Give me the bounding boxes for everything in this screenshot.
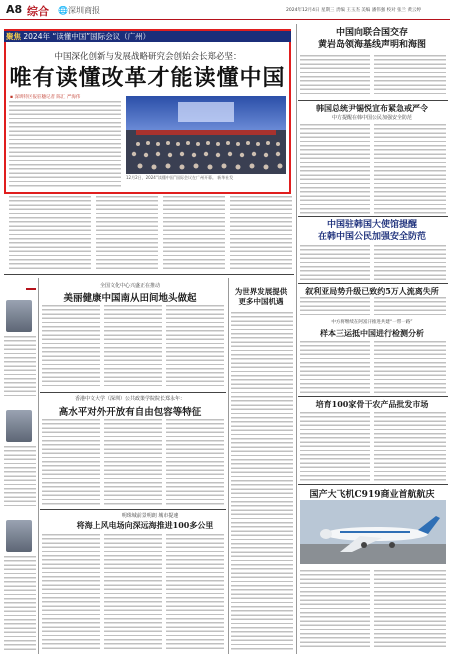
story-headline-healthy-china: 美丽健康中国南从田间地头做起 bbox=[63, 293, 197, 304]
banner-prefix: 聚焦 bbox=[6, 32, 21, 41]
profile-text bbox=[4, 336, 36, 396]
story-body-text bbox=[300, 570, 370, 650]
paper-name: 🌐深圳商报 bbox=[58, 6, 100, 15]
banner-year: 2024年 bbox=[23, 32, 50, 41]
story-kicker: 香港中文大学（深圳）公共政策学院院长郑永年： bbox=[74, 396, 185, 402]
story-headline-korea-martial-law: 韩国总统尹锡悦宣布紧急戒严令 bbox=[316, 103, 428, 113]
story-body-text bbox=[374, 245, 446, 281]
story-kicker: 明珠城前景明朗 城市提速 bbox=[121, 513, 179, 519]
column-tag bbox=[26, 288, 36, 290]
story-headline-huangyan: 中国向联合国交存 黄岩岛领海基线声明和海图 bbox=[317, 28, 426, 50]
column-divider bbox=[228, 278, 229, 654]
story-body-text bbox=[42, 419, 100, 507]
lead-photo-caption: 12月2日，2024“读懂中国”国际会议在广州开幕。 新华社发 bbox=[126, 175, 234, 180]
divider bbox=[4, 274, 294, 275]
lead-body-text bbox=[96, 196, 158, 270]
lead-kicker: 中国深化创新与发展战略研究会创始会长郑必坚： bbox=[54, 52, 242, 62]
conference-hall-photo bbox=[126, 96, 286, 174]
story-kicker: 中方将继续在阿富汗推进共建“一带一路” bbox=[331, 320, 413, 325]
profile-text bbox=[4, 446, 36, 506]
story-body-text bbox=[374, 55, 446, 97]
story-body-text bbox=[374, 124, 446, 214]
story-body-text bbox=[300, 245, 370, 281]
lead-body-text bbox=[9, 196, 91, 270]
story-headline-offshore-wind: 将海上风电场向深远海推进100多公里 bbox=[76, 520, 214, 530]
banner-title: “读懂中国”国际会议（广州） bbox=[52, 32, 151, 41]
profile-text bbox=[4, 556, 36, 650]
column-divider bbox=[296, 24, 297, 654]
divider bbox=[298, 100, 448, 101]
story-body-text bbox=[104, 534, 162, 650]
page-number: A8 bbox=[6, 3, 23, 16]
lead-body-text bbox=[9, 101, 121, 189]
lead-headline: 唯有读懂改革才能读懂中国 bbox=[9, 65, 286, 91]
story-body-text bbox=[300, 341, 370, 395]
story-headline-china-opportunity: 为世界发展提供 更多中国机遇 bbox=[234, 287, 288, 306]
story-subhead: 中方提醒在韩中国公民加强安全防范 bbox=[331, 115, 412, 121]
c919-aircraft-photo bbox=[300, 500, 446, 564]
story-headline-c919: 国产大飞机C919商业首航航庆 bbox=[309, 490, 435, 500]
divider bbox=[298, 216, 448, 217]
lead-body-text bbox=[230, 196, 292, 270]
story-headline-embassy-notice: 中国驻韩国大使馆提醒 在韩中国公民加强安全防范 bbox=[317, 220, 426, 242]
story-kicker: 全国文化中心兴盛正在推动 bbox=[99, 283, 160, 289]
story-body-text bbox=[374, 412, 446, 482]
lead-body-text bbox=[163, 196, 225, 270]
divider bbox=[40, 509, 226, 510]
story-body-text bbox=[300, 297, 370, 315]
story-body-text bbox=[374, 570, 446, 650]
divider bbox=[298, 396, 448, 397]
story-headline-samples: 样本三运抵中国进行检测分析 bbox=[320, 328, 424, 338]
story-body-text bbox=[374, 297, 446, 315]
conference-banner-text bbox=[6, 31, 150, 42]
story-body-text bbox=[374, 341, 446, 395]
story-body-text bbox=[104, 419, 162, 507]
story-body-text bbox=[231, 312, 293, 650]
lead-byline: ▪ 深圳特区报驻穗记者 陈汇 严海伟 bbox=[10, 95, 81, 100]
section-title: 综合 bbox=[27, 5, 49, 18]
story-body-text bbox=[300, 412, 370, 482]
story-headline-opening-up: 高水平对外开放有自由包容等特征 bbox=[58, 407, 202, 418]
story-body-text bbox=[166, 419, 224, 507]
divider bbox=[40, 392, 226, 393]
story-body-text bbox=[300, 55, 370, 97]
date-editor-line: 2024年12月4日 星期三 责编 王玉杰 美编 潘伟强 校对 张兰 黄云婷 bbox=[286, 8, 421, 13]
divider bbox=[298, 283, 448, 284]
story-body-text bbox=[300, 124, 370, 214]
story-body-text bbox=[166, 534, 224, 650]
portrait-photo bbox=[6, 410, 32, 442]
story-headline-wholesale-markets: 培育100家骨干农产品批发市场 bbox=[315, 399, 429, 409]
story-body-text bbox=[42, 534, 100, 650]
divider bbox=[298, 484, 448, 485]
portrait-photo bbox=[6, 520, 32, 552]
column-divider bbox=[38, 278, 39, 654]
story-body-text bbox=[42, 305, 100, 389]
portrait-photo bbox=[6, 300, 32, 332]
story-body-text bbox=[166, 305, 224, 389]
story-headline-syria: 叙利亚局势升级已致约5万人流离失所 bbox=[305, 286, 439, 296]
story-body-text bbox=[104, 305, 162, 389]
